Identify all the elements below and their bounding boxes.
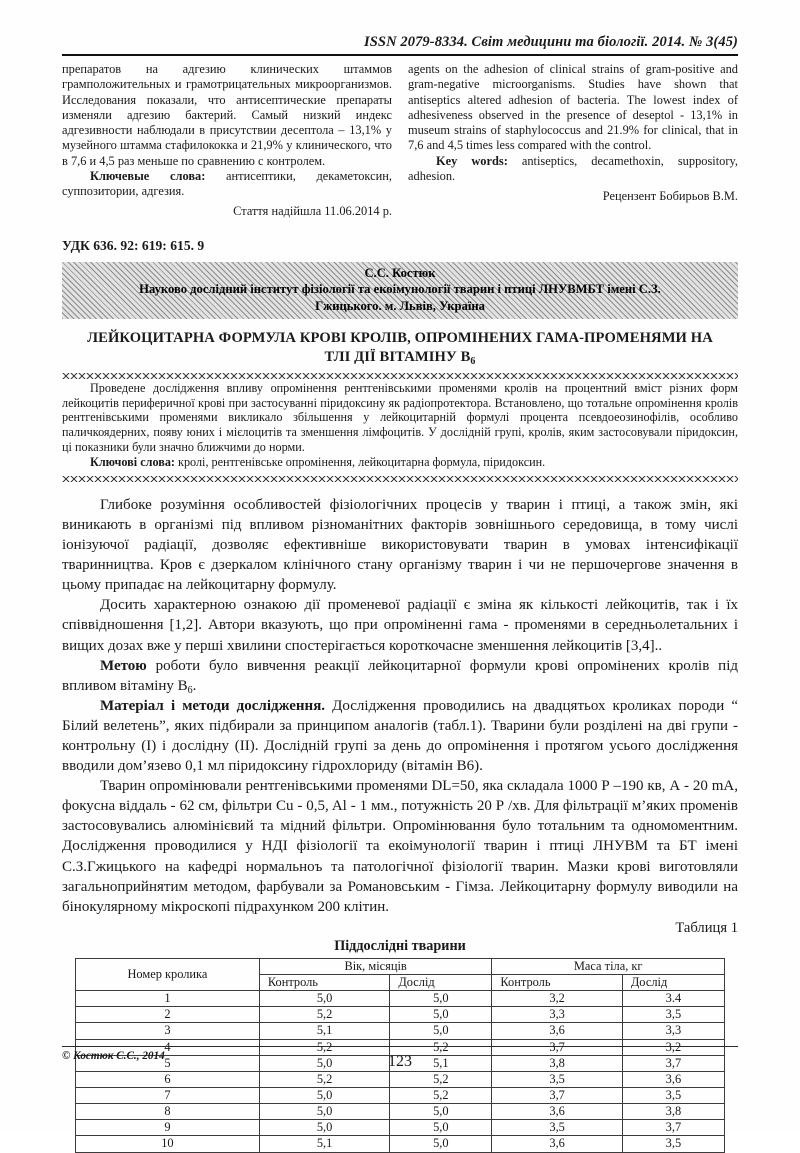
header-body-mass-kg: Маса тіла, кг: [492, 958, 725, 974]
abstract-body: Проведене дослідження впливу опромінення рентгенівськими променями кролів на процентний вміст різних форм лейкоцитів периферичної крові при застосуванні піридоксину як радіопротектора. Встановлено, що тотальне опромінення кролів рентгенівськими променями викликало збільшення у лейкоцитарній формулі процента псевдоеозинофілів, особливо паличкоядерних, появу юних і мієлоцитів та зменшення лімфоцитів. У дослідній групі, кролів, яким застосовували піридоксин, ці показники були значно ближчими до норми.: [62, 380, 738, 455]
cell-value: 5,2: [390, 1087, 492, 1103]
cell-value: 5,0: [390, 991, 492, 1007]
right-keywords-label: Key words:: [436, 153, 508, 168]
header-age-months: Вік, місяців: [259, 958, 492, 974]
cell-value: 3,6: [492, 1104, 622, 1120]
table-head: [76, 958, 725, 990]
subheader-mass-control: Контроль: [492, 975, 622, 991]
article-body: [62, 495, 738, 917]
cell-rabbit-number: 6: [76, 1071, 260, 1087]
right-keywords: [408, 154, 738, 185]
table-caption: Піддослідні тварини: [334, 937, 466, 954]
abstract-bottom-rule: [62, 476, 738, 482]
cell-value: 5,1: [259, 1136, 389, 1152]
table-row: [76, 1071, 725, 1087]
top-abstract-left-column: [62, 62, 392, 220]
methods-text: Дослідження проводились на двадцятьох кроликах породи “ Білий велетень”, яких підбирали за принципом аналогів (табл.1). Тварини були розділені на дві групи - контрольну (І) і дослідну (ІІ). Дослідній групі за день до опромінення і протягом усього дослідження вводили дом’язево 0,1 мл піридоксину гідрохлориду (вітамін В6).: [62, 697, 738, 775]
cell-value: 3,7: [492, 1087, 622, 1103]
cell-value: 5,0: [259, 1104, 389, 1120]
cell-value: 3,6: [492, 1136, 622, 1152]
cell-value: 5,0: [259, 1087, 389, 1103]
table-row: [76, 1087, 725, 1103]
cell-value: 5,0: [259, 1055, 389, 1071]
header-rule: [62, 54, 738, 56]
body-paragraph-4: [62, 696, 738, 776]
aim-text: роботи було вивчення реакції лейкоцитарної формули крові опромінених кролів під впливом вітаміну В: [62, 657, 738, 694]
article-title-line-1: ЛЕЙКОЦИТАРНА ФОРМУЛА КРОВІ КРОЛІВ, ОПРОМІНЕНИХ ГАМА-ПРОМЕНЯМИ НА: [87, 329, 713, 346]
cell-value: 5,2: [390, 1039, 492, 1055]
table-row: [76, 1120, 725, 1136]
left-abstract-body: препаратов на адгезию клинических штаммов грамположительных и грамотрицательных микроорганизмов. Исследования показали, что антисептические препараты изменяли адгезию бактерий. Самый низкий индекс адгезивности наблюдали в присутствии десептола – 13,1% у музейного штамма стафилококка и 21,9% у клинического, что в 7,6 и 4,5 раз меньше по сравнению с контролем.: [62, 62, 392, 168]
cell-value: 5,2: [259, 1071, 389, 1087]
article-title: [62, 329, 738, 367]
table-row: [76, 1136, 725, 1152]
cell-value: 3,7: [622, 1120, 724, 1136]
cell-rabbit-number: 2: [76, 1007, 260, 1023]
cell-value: 3.4: [622, 991, 724, 1007]
article-title-line-2-text: ТЛІ ДІЇ ВІТАМІНУ В: [324, 348, 471, 365]
cell-value: 3,5: [622, 1087, 724, 1103]
cell-value: 3,6: [622, 1071, 724, 1087]
cell-value: 3,8: [622, 1104, 724, 1120]
cell-rabbit-number: 1: [76, 991, 260, 1007]
left-keywords-label: Ключевые слова:: [90, 168, 206, 183]
cell-value: 3,3: [492, 1007, 622, 1023]
cell-rabbit-number: 7: [76, 1087, 260, 1103]
cell-value: 3,5: [492, 1120, 622, 1136]
abstract-block: [62, 381, 738, 470]
cell-value: 5,1: [390, 1055, 492, 1071]
table-row: [76, 1007, 725, 1023]
subheader-age-experiment: Дослід: [390, 975, 492, 991]
cell-value: 3,2: [492, 991, 622, 1007]
cell-value: 3,5: [492, 1071, 622, 1087]
aim-subscript: 6: [187, 684, 193, 696]
right-abstract-body: agents on the adhesion of clinical strains of gram-positive and gram-negative microorganisms. Studies have shown that antiseptics altered adhesion of bacteria. The lowest index of adhesiveness observed in the presence of deseptol - 13,1% in museum strains of staphylococcus and 21.9% for clinical, that in 7,6 and 4,5 times less compared with the control.: [408, 62, 738, 153]
cell-rabbit-number: 10: [76, 1136, 260, 1152]
cell-rabbit-number: 8: [76, 1104, 260, 1120]
top-abstract-right-column: [408, 62, 738, 220]
table-body: [76, 991, 725, 1152]
page-content: [62, 34, 738, 1153]
affiliation-line-1: Науково дослідний інститут фізіології та екоімунології тварин і птиці ЛНУВМБТ імені С.З.: [139, 282, 661, 297]
right-keywords-value: antiseptics, decamethoxin, suppository, adhesion.: [408, 153, 738, 183]
affiliation-line-2: Гжицького. м. Львів, Україна: [315, 298, 485, 313]
article-title-line-2: [62, 348, 738, 367]
page-number: 123: [388, 1053, 412, 1070]
cell-value: 5,0: [259, 991, 389, 1007]
subheader-mass-experiment: Дослід: [622, 975, 724, 991]
subheader-age-control: Контроль: [259, 975, 389, 991]
cell-value: 3,7: [492, 1039, 622, 1055]
cell-value: 3,5: [622, 1007, 724, 1023]
cell-value: 5,1: [259, 1023, 389, 1039]
cell-value: 3,2: [622, 1039, 724, 1055]
body-paragraph-1: Глибоке розуміння особливостей фізіологічних процесів у тварин і птиці, а також змін, які виникають в організмі під впливом різноманітних факторів зовнішнього середовища, в тому числі іонізуючої радіації, дозволяє ефективніше використовувати тварин в умовах інтенсифікації тваринництва. Кров є дзеркалом клінічного стану організму тварин і чи не першочергове значення в цьому припадає на лейкоцитарну формулу.: [62, 496, 738, 594]
table-row: [76, 1023, 725, 1039]
abstract-keywords-label: Ключові слова:: [90, 455, 175, 470]
cell-value: 3,5: [622, 1136, 724, 1152]
abstract-keywords: [62, 455, 738, 470]
table-header-row-group: [76, 958, 725, 974]
table-row: [76, 1104, 725, 1120]
body-paragraph-3: [62, 656, 738, 696]
body-paragraph-2: Досить характерною ознакою дії променевої радіації є зміна як кількості лейкоцитів, так і їх співвідношення [1,2]. Автори вказують, що при опроміненні гама - променями в середньолетальних і вищих дозах вже у перші хвилини спостерігається короткочасне зменшення лейкоцитів [3,4]..: [62, 597, 738, 654]
author-name: С.С. Костюк: [364, 265, 436, 280]
cell-value: 3,6: [492, 1023, 622, 1039]
abstract-keywords-value: кролі, рентгенівське опромінення, лейкоцитарна формула, піридоксин.: [178, 455, 546, 470]
article-title-subscript: 6: [470, 355, 476, 367]
abstract-top-rule: [62, 373, 738, 379]
left-submission-note: Стаття надійшла 11.06.2014 р.: [233, 204, 392, 219]
cell-value: 3,3: [622, 1023, 724, 1039]
author-affiliation-block: [62, 262, 738, 319]
table-number: Таблиця 1: [675, 919, 738, 936]
copyright-notice: © Костюк С.С., 2014: [62, 1050, 165, 1062]
cell-rabbit-number: 3: [76, 1023, 260, 1039]
left-keywords: [62, 169, 392, 200]
cell-value: 5,0: [390, 1136, 492, 1152]
body-paragraph-5: Тварин опромінювали рентгенівськими променями DL=50, яка складала 1000 Р –190 кв, А - 20 mA, фокусна віддаль - 62 см, фільтри Cu - 0,5, Al - 1 мм., потужність 20 Р /хв. Для фільтрації м’яких променів застосовувались алюмінієвий та мідний фільтри. Опромінювання було тотальним та одномоментним. Дослідження проводилися у НДІ фізіології та екоімунології тварин і птиці ЛНУВМ та БТ імені С.З.Гжицького на кафедрі нормальноъ та патологічної фізіології тварин. Мазки крові виготовляли загальноприйнятим методом, фарбували за Романовським - Гімза. Лейкоцитарну формулу виводили на бінокулярному мікроскопі підрахунком 200 клітин.: [62, 778, 738, 915]
cell-value: 3,7: [622, 1055, 724, 1071]
cell-value: 5,0: [259, 1120, 389, 1136]
cell-rabbit-number: 4: [76, 1039, 260, 1055]
cell-value: 3,8: [492, 1055, 622, 1071]
cell-value: 5,0: [390, 1104, 492, 1120]
aim-label: Метою: [100, 657, 147, 674]
cell-value: 5,0: [390, 1023, 492, 1039]
cell-rabbit-number: 9: [76, 1120, 260, 1136]
cell-rabbit-number: 5: [76, 1055, 260, 1071]
cell-value: 5,2: [390, 1071, 492, 1087]
left-keywords-value: антисептики, декаметоксин, суппозитории, адгезия.: [62, 168, 392, 198]
methods-label: Матеріал і методи дослідження.: [100, 697, 326, 714]
table-row: [76, 991, 725, 1007]
cell-value: 5,2: [259, 1007, 389, 1023]
right-reviewer-note: Рецензент Бобирьов В.М.: [602, 189, 738, 203]
footer-rule: [62, 1046, 738, 1047]
aim-text-end: .: [192, 677, 197, 694]
header-rabbit-number: Номер кролика: [76, 958, 260, 990]
udc-code: УДК 636. 92: 619: 615. 9: [62, 237, 205, 253]
cell-value: 5,0: [390, 1007, 492, 1023]
cell-value: 5,0: [390, 1120, 492, 1136]
top-abstract-columns: [62, 62, 738, 220]
cell-value: 5,2: [259, 1039, 389, 1055]
running-head: ISSN 2079-8334. Світ медицини та біології. 2014. № 3(45): [364, 34, 738, 50]
